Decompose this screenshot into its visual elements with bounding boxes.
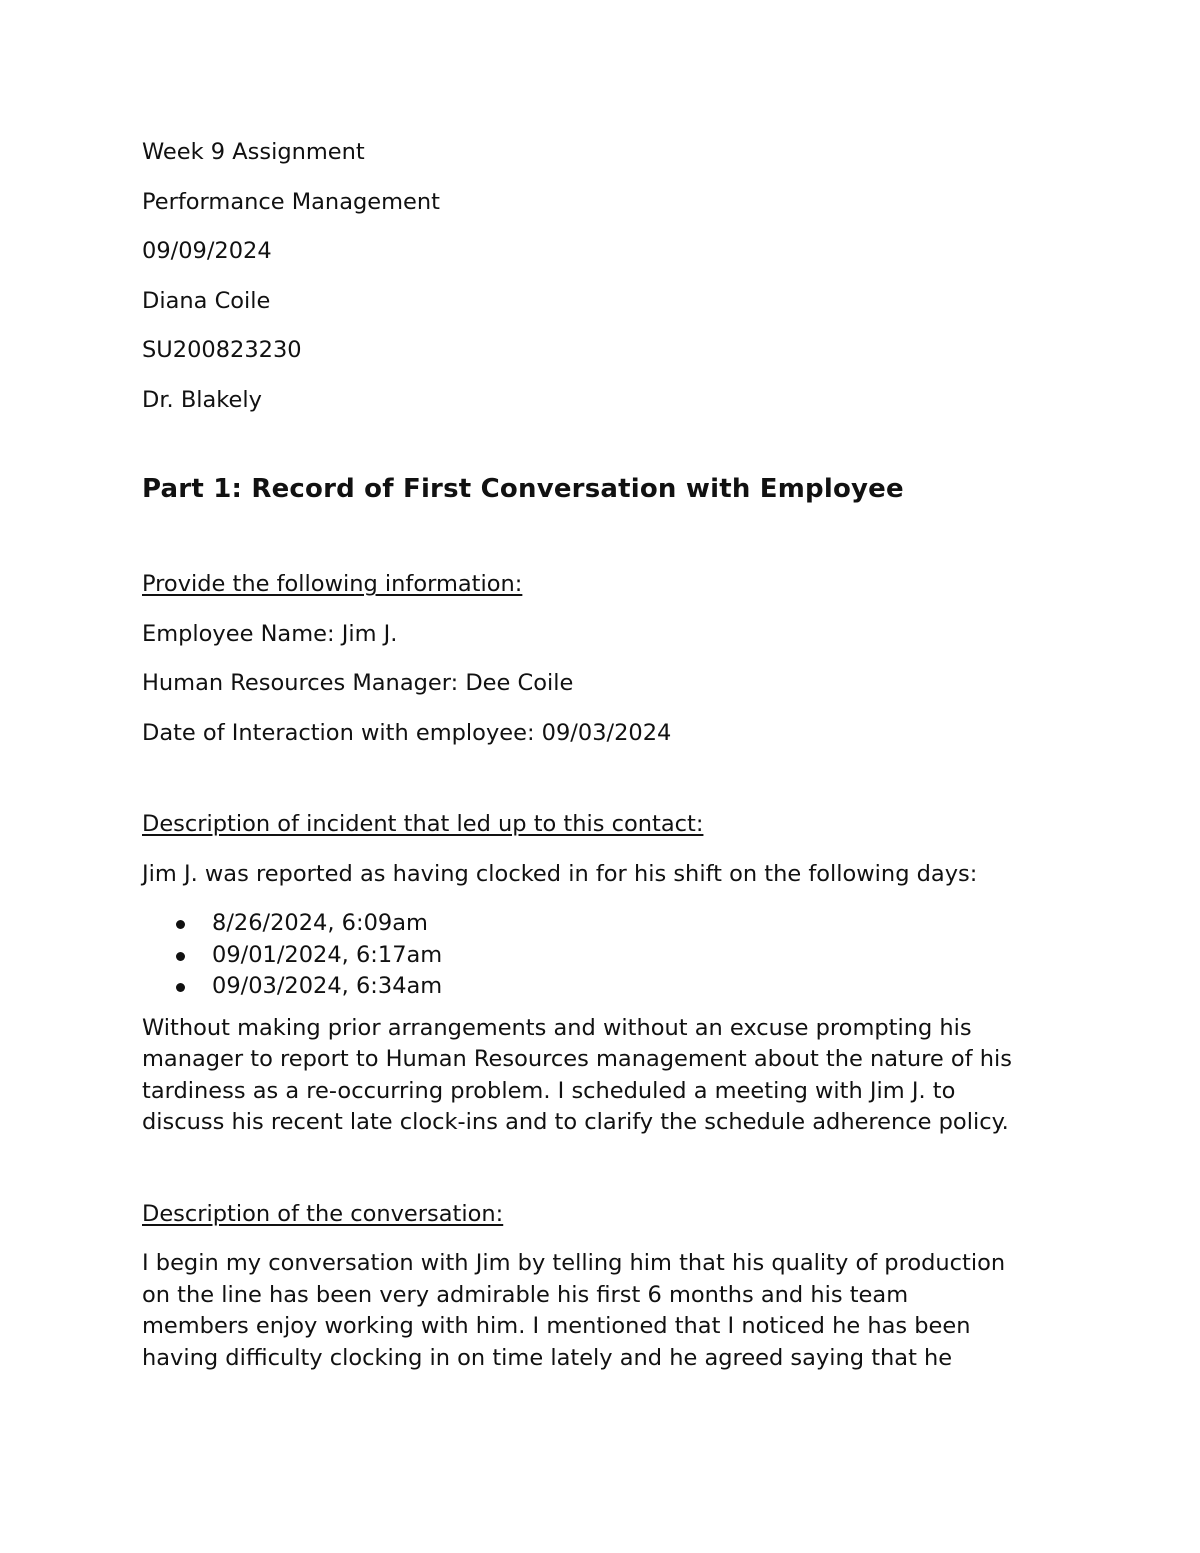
- paragraph-line: members enjoy working with him. I mentioned that I noticed he has been: [142, 1313, 971, 1340]
- conversation-paragraph: [142, 1248, 1072, 1374]
- info-heading: Provide the following information:: [142, 571, 523, 598]
- incident-intro: Jim J. was reported as having clocked in for his shift on the following days:: [142, 860, 978, 887]
- incident-paragraph: [142, 1013, 1072, 1139]
- student-name: Diana Coile: [142, 287, 271, 314]
- instructor-name: Dr. Blakely: [142, 386, 262, 413]
- conversation-heading: Description of the conversation:: [142, 1200, 504, 1227]
- list-item: 09/01/2024, 6:17am: [212, 940, 1072, 972]
- clock-in-list: [142, 908, 1072, 1003]
- interaction-date: Date of Interaction with employee: 09/03/2024: [142, 719, 672, 746]
- paragraph-line: on the line has been very admirable his first 6 months and his team: [142, 1281, 909, 1308]
- list-item: 09/03/2024, 6:34am: [212, 971, 1072, 1003]
- assignment-title: Week 9 Assignment: [142, 139, 365, 165]
- paragraph-line: manager to report to Human Resources management about the nature of his: [142, 1046, 1012, 1073]
- paragraph-line: I begin my conversation with Jim by telling him that his quality of production: [142, 1250, 1006, 1277]
- incident-heading: Description of incident that led up to this contact:: [142, 811, 704, 838]
- paragraph-line: having difficulty clocking in on time lately and he agreed saying that he: [142, 1344, 953, 1371]
- document-date: 09/09/2024: [142, 238, 272, 264]
- student-id: SU200823230: [142, 337, 302, 363]
- paragraph-line: discuss his recent late clock-ins and to clarify the schedule adherence policy.: [142, 1109, 1009, 1136]
- hr-manager: Human Resources Manager: Dee Coile: [142, 670, 574, 697]
- part1-title: Part 1: Record of First Conversation with Employee: [142, 474, 904, 504]
- paragraph-line: Without making prior arrangements and without an excuse prompting his: [142, 1014, 972, 1041]
- course-name: Performance Management: [142, 188, 440, 215]
- document-content: [142, 137, 1072, 1374]
- list-item: 8/26/2024, 6:09am: [212, 908, 1072, 940]
- paragraph-line: tardiness as a re-occurring problem. I scheduled a meeting with Jim J. to: [142, 1077, 956, 1104]
- employee-name: Employee Name: Jim J.: [142, 620, 398, 647]
